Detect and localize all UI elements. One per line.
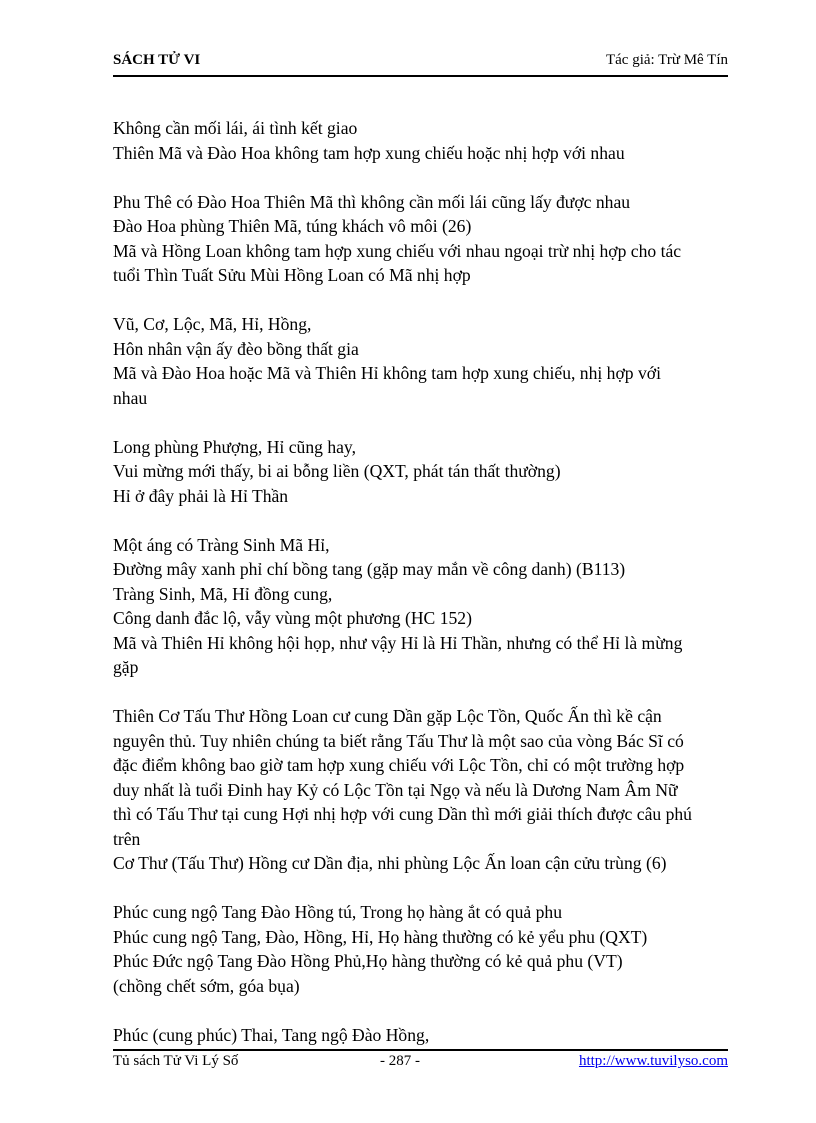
text-line: Thiên Mã và Đào Hoa không tam hợp xung chiếu hoặc nhị hợp với nhau	[113, 142, 625, 163]
text-line: tuổi Thìn Tuất Sửu Mùi Hồng Loan có Mã nhị hợp	[113, 265, 471, 285]
text-line: nhau	[113, 387, 148, 408]
text-line: Công danh đắc lộ, vẫy vùng một phương (HC 152)	[113, 608, 472, 628]
paragraph	[113, 900, 731, 998]
footer-series: Tủ sách Tử Vi Lý Số	[113, 1053, 239, 1069]
text-line: Đường mây xanh phỉ chí bồng tang (gặp may mắn về công danh) (B113)	[113, 559, 626, 579]
text-line: Phúc Đức ngộ Tang Đào Hồng Phủ,Họ hàng thường có kẻ quả phu (VT)	[113, 951, 623, 971]
paragraph	[113, 116, 731, 165]
text-line: Phúc (cung phúc) Thai, Tang ngộ Đào Hồng,	[113, 1024, 430, 1045]
page-body	[113, 116, 731, 1072]
text-line: nguyên thủ. Tuy nhiên chúng ta biết rằng Tấu Thư là một sao của vòng Bác Sĩ có	[113, 730, 684, 751]
text-line: Tràng Sinh, Mã, Hỉ đồng cung,	[113, 583, 333, 604]
text-line: Thiên Cơ Tấu Thư Hồng Loan cư cung Dần gặp Lộc Tồn, Quốc Ấn thì kề cận	[113, 706, 662, 726]
text-line: (chồng chết sớm, góa bụa)	[113, 975, 300, 996]
text-line: Đào Hoa phùng Thiên Mã, túng khách vô môi (26)	[113, 216, 472, 236]
text-line: Hỉ ở đây phải là Hỉ Thần	[113, 485, 289, 506]
book-title: SÁCH TỬ VI	[113, 52, 201, 68]
text-line: Long phùng Phượng, Hỉ cũng hay,	[113, 436, 356, 457]
paragraph	[113, 435, 731, 509]
text-line: gặp	[113, 657, 139, 677]
footer-divider	[113, 1049, 728, 1051]
text-line: Mã và Hồng Loan không tam hợp xung chiếu với nhau ngoại trừ nhị hợp cho tác	[113, 240, 682, 261]
author-line: Tác giả: Trừ Mê Tín	[605, 52, 728, 68]
text-line: trên	[113, 828, 141, 849]
text-line: duy nhất là tuổi Đinh hay Kỷ có Lộc Tồn tại Ngọ và nếu là Dương Nam Âm Nữ	[113, 779, 678, 800]
text-line: Mã và Thiên Hỉ không hội họp, như vậy Hỉ là Hỉ Thần, nhưng có thể Hỉ là mừng	[113, 632, 683, 653]
text-line: Mã và Đào Hoa hoặc Mã và Thiên Hỉ không tam hợp xung chiếu, nhị hợp với	[113, 363, 661, 383]
text-line: Cơ Thư (Tấu Thư) Hồng cư Dần địa, nhi phùng Lộc Ấn loan cận cửu trùng (6)	[113, 853, 667, 873]
paragraph	[113, 1023, 731, 1048]
header-divider	[113, 75, 728, 77]
text-line: Không cần mối lái, ái tình kết giao	[113, 118, 358, 138]
paragraph	[113, 533, 731, 680]
text-line: Phúc cung ngộ Tang Đào Hồng tú, Trong họ hàng ắt có quả phu	[113, 902, 563, 922]
text-line: Phúc cung ngộ Tang, Đào, Hồng, Hỉ, Họ hàng thường có kẻ yểu phu (QXT)	[113, 926, 648, 947]
page-header	[113, 52, 728, 74]
text-line: thì có Tấu Thư tại cung Hợi nhị hợp với cung Dần thì mới giải thích được câu phú	[113, 804, 692, 824]
page-number: - 287 -	[380, 1053, 420, 1069]
paragraph	[113, 190, 731, 288]
text-line: Vui mừng mới thấy, bi ai bỗng liền (QXT, phát tán thất thường)	[113, 461, 561, 481]
paragraph	[113, 704, 731, 876]
text-line: Hôn nhân vận ấy đèo bồng thất gia	[113, 338, 359, 359]
text-line: đặc điểm không bao giờ tam hợp xung chiếu với Lộc Tồn, chỉ có một trường hợp	[113, 755, 685, 775]
page-footer	[113, 1053, 728, 1073]
text-line: Phu Thê có Đào Hoa Thiên Mã thì không cần mối lái cũng lấy được nhau	[113, 191, 631, 212]
website-link[interactable]: http://www.tuvilyso.com	[578, 1053, 728, 1069]
text-line: Vũ, Cơ, Lộc, Mã, Hỉ, Hồng,	[113, 314, 312, 334]
paragraph	[113, 312, 731, 410]
text-line: Một áng có Tràng Sinh Mã Hỉ,	[113, 534, 330, 555]
